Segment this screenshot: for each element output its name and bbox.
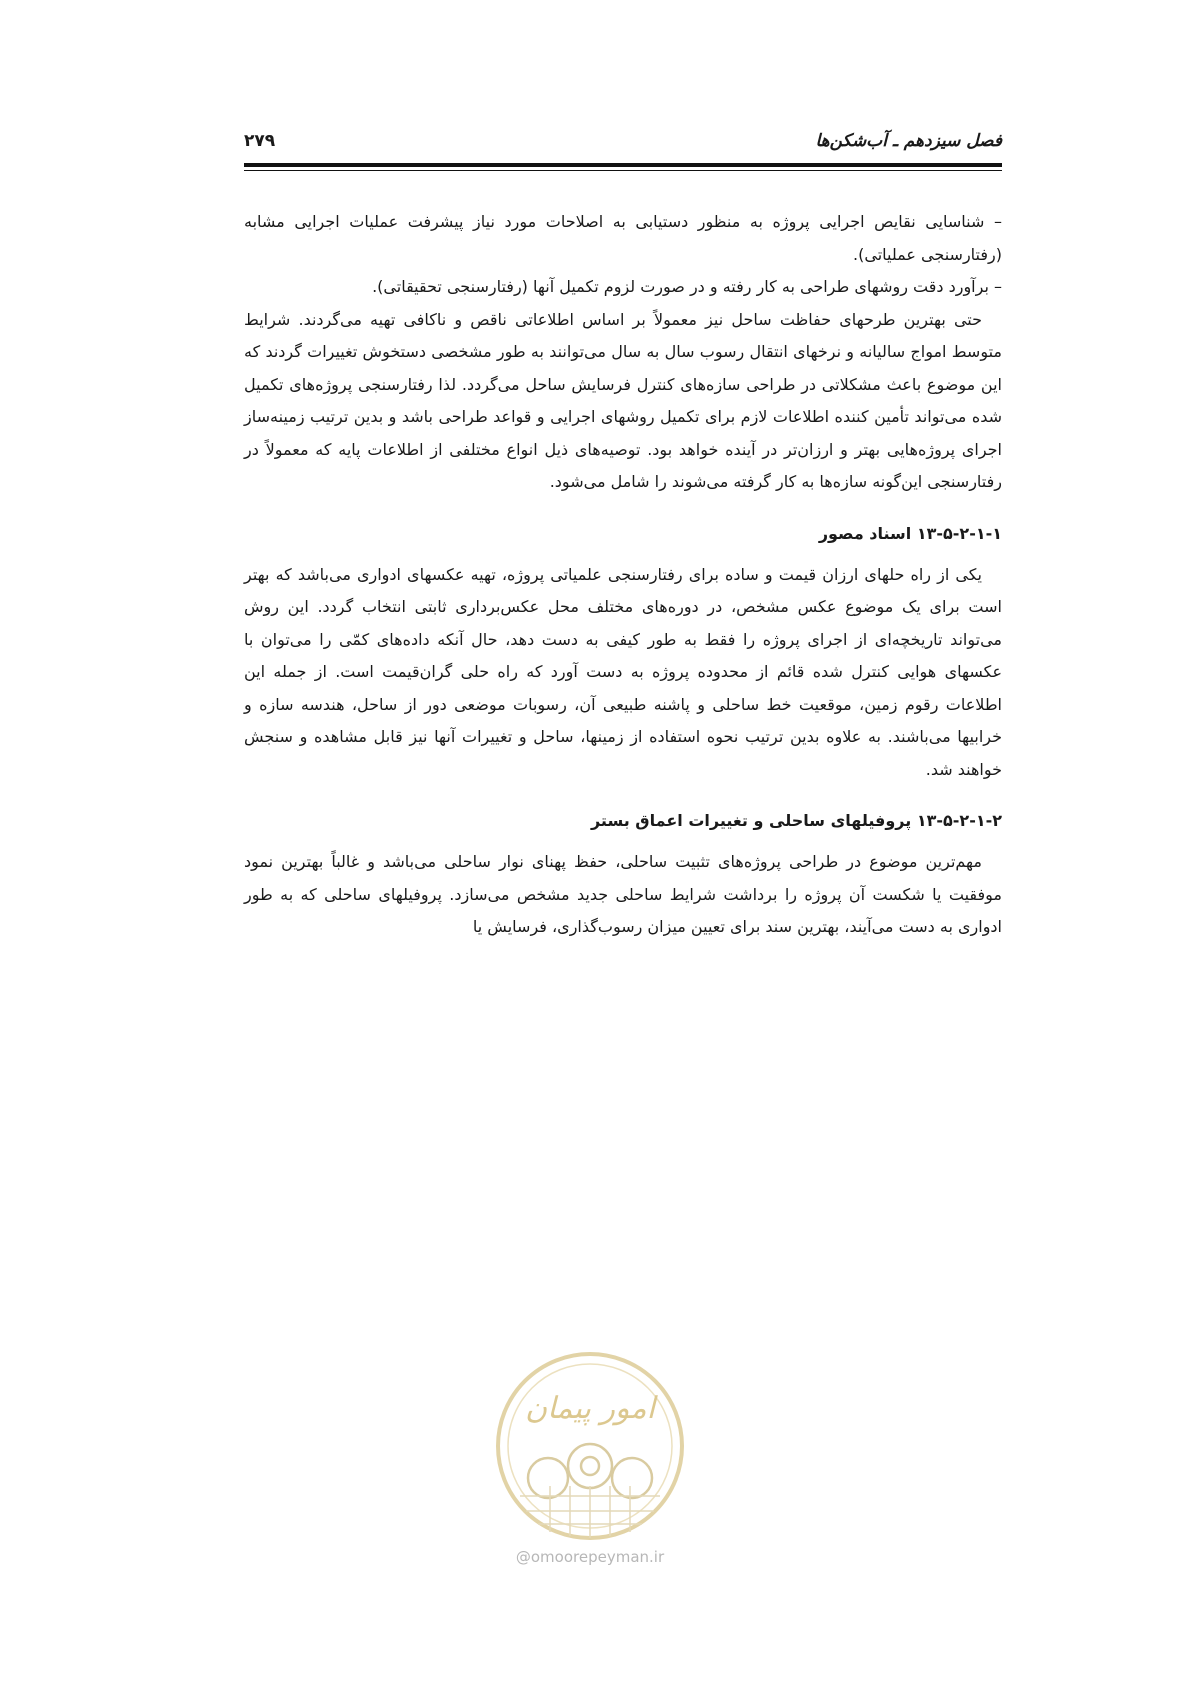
bullet-paragraph: – برآورد دقت روشهای طراحی به کار رفته و در صورت لزوم تکمیل آنها (رفتارسنجی تحقیقاتی). [372,277,1002,296]
watermark-logo-text: امور پیمان [525,1391,655,1426]
body-paragraph: حتی بهترین طرحهای حفاظت ساحل نیز معمولاً بر اساس اطلاعاتی ناقص و ناکافی تهیه می‌گردند. شرایط متوسط امواج سالیانه و نرخهای انتقال رسوب سال به سال می‌توانند به طور مشخصی دستخوش تغییرات گردند که این موضوع باعث مشکلاتی در طراحی سازه‌های کنترل فرسایش ساحل می‌گردد. لذا رفتارسنجی پروژه‌های تکمیل شده می‌تواند تأمین کننده اطلاعات لازم برای تکمیل روشهای اجرایی و قواعد طراحی باشد و بدین ترتیب زمینه‌ساز اجرای پروژه‌هایی بهتر و ارزان‌تر در آینده خواهد بود. توصیه‌های ذیل انواع مختلفی از اطلاعات پایه که معمولاً در رفتارسنجی این‌گونه سازه‌ها به کار گرفته می‌شوند را شامل می‌شود. [244,309,1002,491]
page-header [244,126,1002,156]
section-heading: ۱۳-۵-۲-۱-۱ اسناد مصور [818,523,1002,543]
header-rule-thin [244,170,1002,171]
section-heading: ۱۳-۵-۲-۱-۲ پروفیلهای ساحلی و تغییرات اعماق بستر [590,811,1002,830]
header-rule-thick [244,163,1002,167]
body-paragraph: مهم‌ترین موضوع در طراحی پروژه‌های تثبیت ساحلی، حفظ پهنای نوار ساحلی می‌باشد و غالباً بهترین نمود موفقیت یا شکست آن پروژه را برداشت شرایط ساحلی جدید مشخص می‌سازد. پروفیلهای ساحلی که به طور ادواری به دست می‌آیند، بهترین سند برای تعیین میزان رسوب‌گذاری، فرسایش یا [244,852,1002,936]
watermark-logo-icon [490,1346,690,1546]
page-body [244,206,1002,944]
page-number: ۲۷۹ [244,131,276,151]
body-paragraph: یکی از راه حلهای ارزان قیمت و ساده برای رفتارسنجی علمیاتی پروژه، تهیه عکسهای ادواری می‌باشد که بهتر است برای یک موضوع عکس مشخص، در دوره‌های مختلف محل عکس‌برداری ثابتی انتخاب گردد. این روش می‌تواند تاریخچه‌ای از اجرای پروژه را فقط به طور کیفی به دست دهد، حال آنکه داده‌های کمّی را می‌توان با عکسهای هوایی کنترل شده قائم از محدوده پروژه به دست آورد که راه حلی گران‌قیمت است. از جمله این اطلاعات رقوم زمین، موقعیت خط ساحلی و پاشنه طبیعی آن، رسوبات موضعی دور از ساحل، هندسه سازه و خرابیها می‌باشند. به علاوه بدین ترتیب نحوه استفاده از زمینها، ساحل و تغییرات آنها نیز قابل مشاهده و سنجش خواهند شد. [244,564,1002,779]
watermark-url: @omoorepeyman.ir [515,1548,665,1566]
chapter-title: فصل سیزدهم ـ آب‌شکن‌ها [815,131,1002,151]
bullet-paragraph: – شناسایی نقایص اجرایی پروژه به منظور دستیابی به اصلاحات مورد نیاز پیشرفت عملیات اجرایی مشابه (رفتارسنجی عملیاتی). [244,212,1002,264]
